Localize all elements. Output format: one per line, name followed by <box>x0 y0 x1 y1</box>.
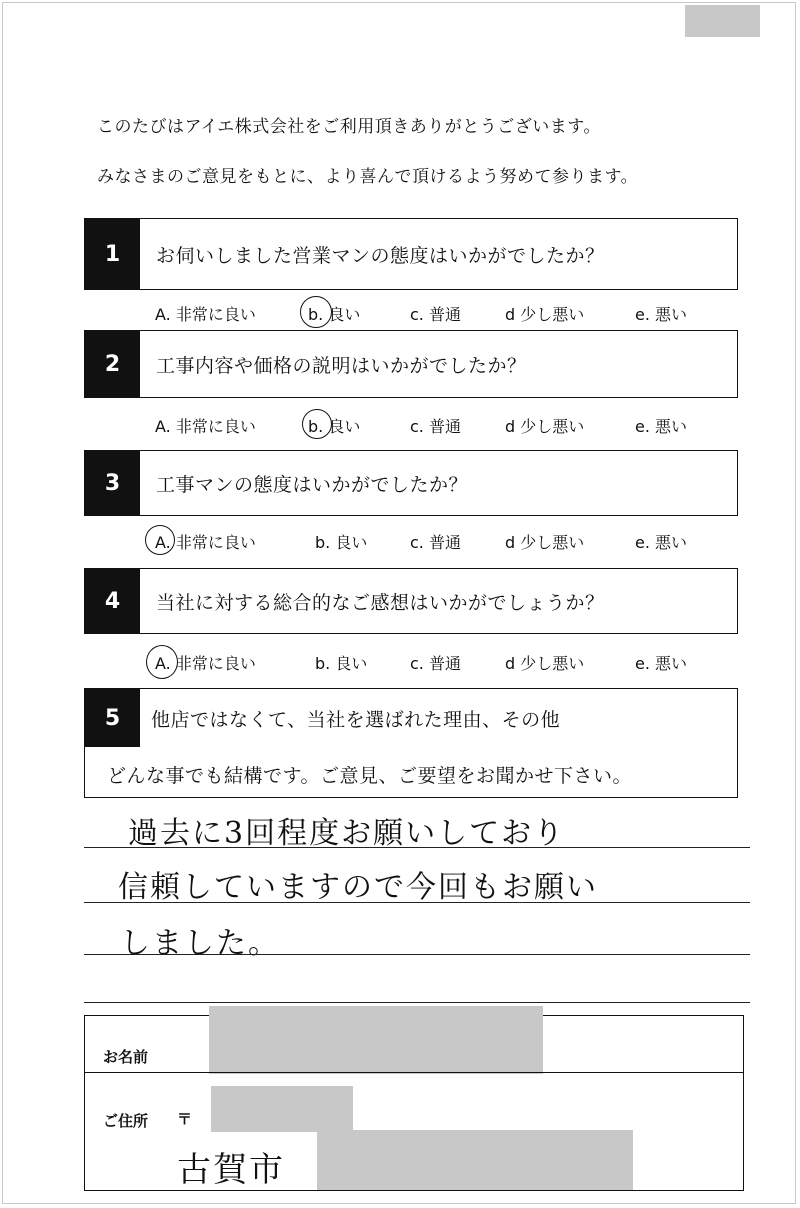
option-d[interactable]: d 少し悪い <box>505 305 585 324</box>
option-b[interactable]: b. 良い <box>308 417 361 436</box>
question-4-options <box>150 651 710 679</box>
question-4-text: 当社に対する総合的なご感想はいかがでしょうか？ <box>156 591 605 614</box>
answer-rule-2 <box>84 902 750 903</box>
answer-rule-3 <box>84 954 750 955</box>
question-2-box <box>84 330 738 398</box>
question-3-number: 3 <box>85 451 140 515</box>
info-divider <box>85 1072 743 1073</box>
question-1-text: お伺いしました営業マンの態度はいかがでしたか？ <box>156 244 605 267</box>
option-a[interactable]: A. 非常に良い <box>155 305 256 324</box>
handwritten-answer-line-2: 信頼していますので今回もお願い <box>118 870 598 905</box>
question-5-text-line-1: 他店ではなくて、当社を選ばれた理由、その他 <box>151 709 561 731</box>
question-5-box <box>84 688 738 798</box>
question-2-options <box>150 414 710 442</box>
option-a[interactable]: A. 非常に良い <box>155 533 256 552</box>
question-5-text-line-2: どんな事でも結構です。ご意見、ご要望をお聞かせ下さい。 <box>107 765 632 787</box>
question-2-number: 2 <box>85 331 140 397</box>
redacted-name <box>209 1006 543 1074</box>
address-label: ご住所 <box>103 1112 149 1130</box>
option-c[interactable]: c. 普通 <box>410 305 461 324</box>
option-a[interactable]: A. 非常に良い <box>155 654 256 673</box>
question-3-text: 工事マンの態度はいかがでしたか？ <box>156 473 469 496</box>
redacted-address <box>317 1130 633 1190</box>
option-e[interactable]: e. 悪い <box>635 533 688 552</box>
question-4-number: 4 <box>85 569 140 633</box>
handwritten-city: 古賀市 <box>177 1150 285 1190</box>
question-2-text: 工事内容や価格の説明はいかがでしたか？ <box>156 354 527 377</box>
name-label: お名前 <box>103 1048 149 1066</box>
option-a[interactable]: A. 非常に良い <box>155 417 256 436</box>
answer-rule-1 <box>84 847 750 848</box>
handwritten-answer-line-1: 過去に3回程度お願いしており <box>128 816 566 851</box>
question-3-box <box>84 450 738 516</box>
redacted-header-block <box>685 5 760 37</box>
question-5-number: 5 <box>85 689 140 747</box>
option-d[interactable]: d 少し悪い <box>505 654 585 673</box>
option-b[interactable]: b. 良い <box>315 654 368 673</box>
option-c[interactable]: c. 普通 <box>410 417 461 436</box>
option-e[interactable]: e. 悪い <box>635 654 688 673</box>
option-e[interactable]: e. 悪い <box>635 417 688 436</box>
selected-circle-mark <box>146 645 178 679</box>
option-c[interactable]: c. 普通 <box>410 654 461 673</box>
redacted-postal-code <box>211 1086 353 1132</box>
question-4-box <box>84 568 738 634</box>
answer-rule-4 <box>84 1002 750 1003</box>
handwritten-answer-line-3: しました。 <box>120 926 280 961</box>
selected-circle-mark <box>300 296 332 328</box>
question-3-options <box>150 530 710 558</box>
option-e[interactable]: e. 悪い <box>635 305 688 324</box>
question-1-box <box>84 218 738 290</box>
option-b[interactable]: b. 良い <box>315 533 368 552</box>
selected-circle-mark <box>145 525 175 555</box>
intro-line-1: このたびはアイエ株式会社をご利用頂きありがとうございます。 <box>97 117 601 137</box>
intro-line-2: みなさまのご意見をもとに、より喜んで頂けるよう努めて参ります。 <box>97 167 639 187</box>
option-c[interactable]: c. 普通 <box>410 533 461 552</box>
question-1-number: 1 <box>85 219 140 289</box>
option-d[interactable]: d 少し悪い <box>505 533 585 552</box>
option-d[interactable]: d 少し悪い <box>505 417 585 436</box>
contact-info-box <box>84 1015 744 1191</box>
postal-mark: 〒 <box>177 1110 193 1128</box>
option-b[interactable]: b. 良い <box>308 305 361 324</box>
question-1-options <box>150 302 710 330</box>
selected-circle-mark <box>302 409 332 439</box>
